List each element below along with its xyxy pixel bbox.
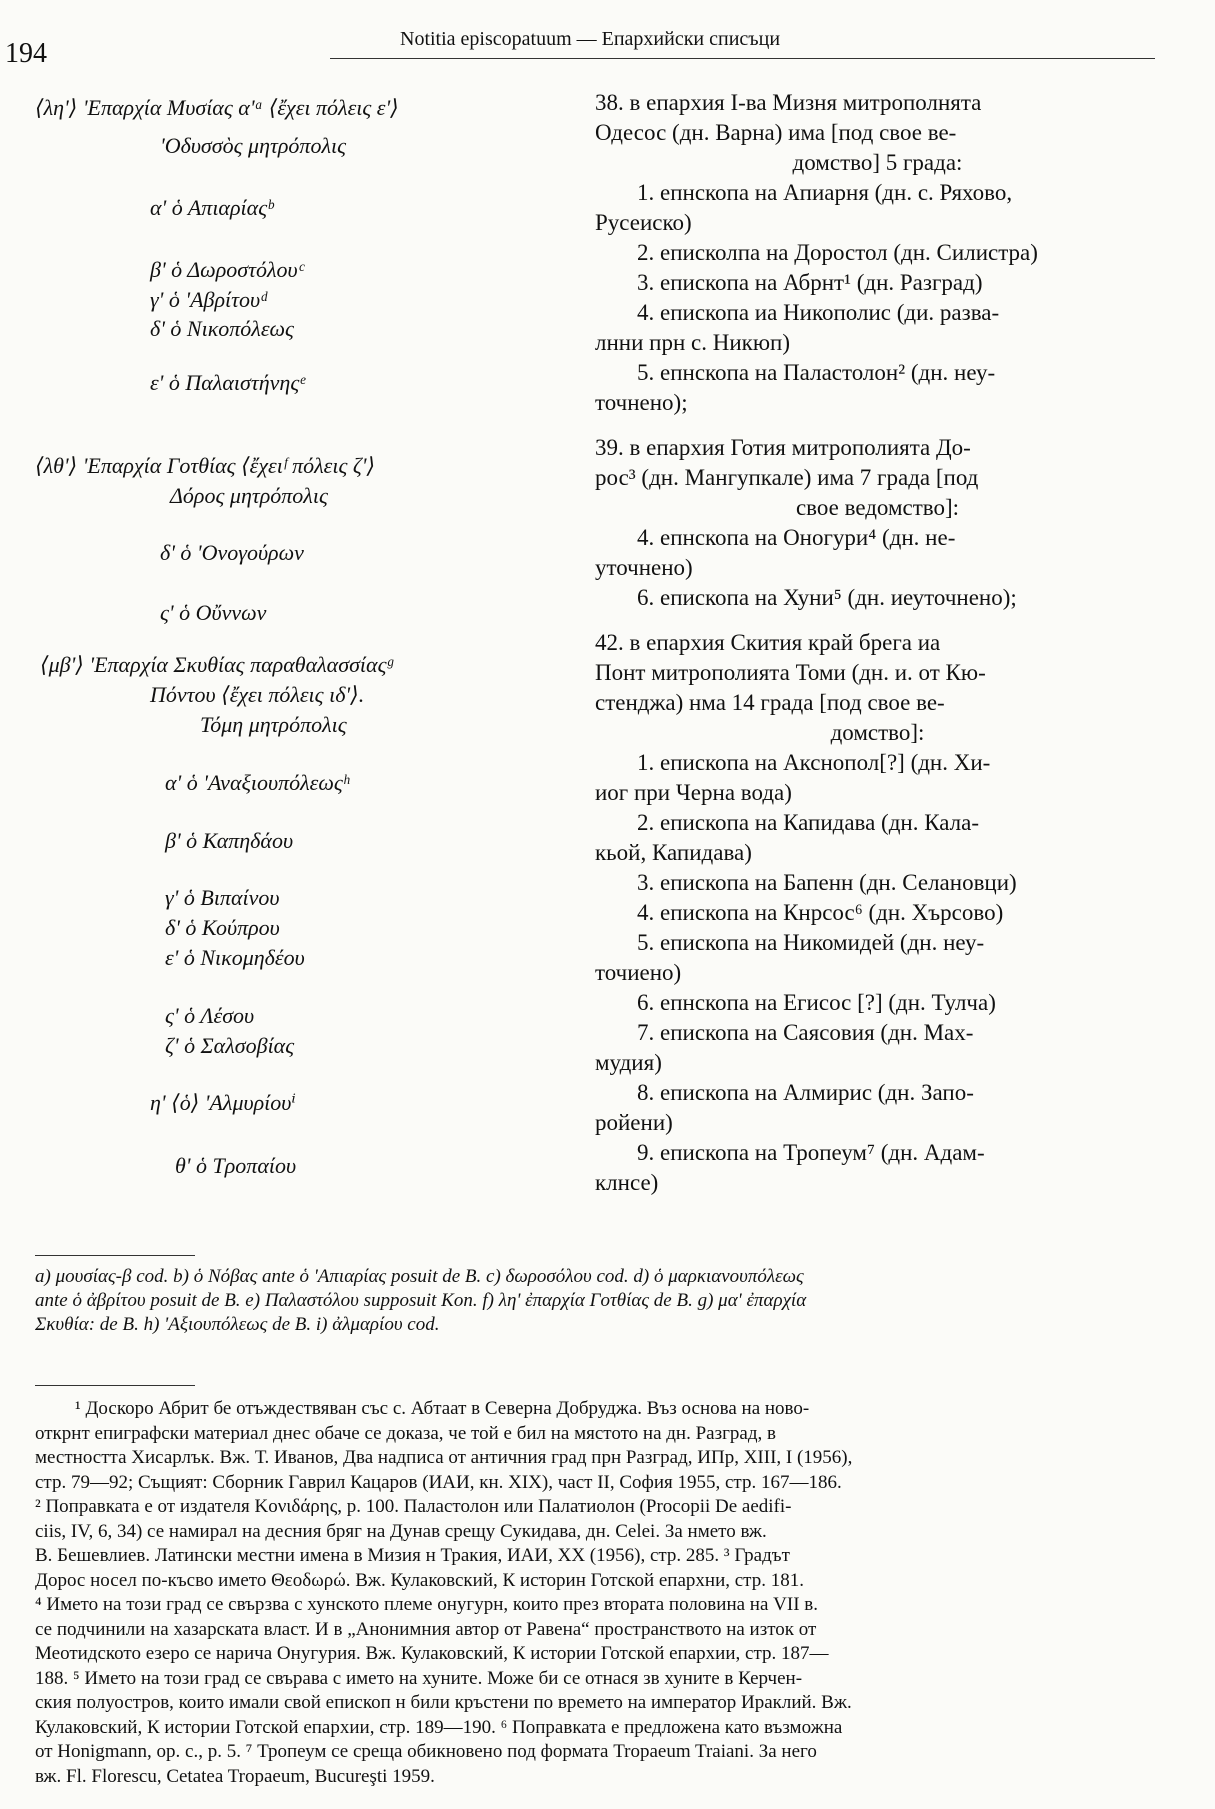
text-line: точиено) bbox=[595, 960, 682, 985]
page-number: 194 bbox=[5, 38, 47, 69]
greek-see-item: β' ὁ Καπηδάου bbox=[165, 828, 294, 853]
list-item: 6. епископа на Хуни⁵ (дн. иеуточнено); bbox=[637, 585, 1017, 610]
list-item: 8. епископа на Алмирис (дн. Запо- bbox=[637, 1080, 974, 1105]
text-line: лнни прн с. Никюп) bbox=[595, 330, 790, 355]
text-line: Одесос (дн. Варна) има [под свое ве- bbox=[595, 120, 957, 145]
greek-see-item: ς' ὁ Οὔννων bbox=[160, 600, 267, 625]
text-line: рос³ (дн. Мангупкале) има 7 града [под bbox=[595, 465, 979, 490]
footnote-line: Кулаковский, К истории Готской епархии, стр. 189—190. ⁶ Поправката е предложена като възможна bbox=[35, 1716, 843, 1738]
footnote-line: В. Бешевлиев. Латински местни имена в Мизия н Тракия, ИАИ, XX (1956), стр. 285. ³ Градът bbox=[35, 1545, 790, 1566]
text-line: 42. в епархия Скития край брега иа bbox=[595, 630, 941, 655]
text-line: домство]: bbox=[830, 720, 925, 745]
greek-eparchy-title-line2: Πόντου ⟨ἔχει πόλεις ιδ'⟩. bbox=[150, 682, 365, 707]
list-item: 5. епископа на Никомидей (дн. неу- bbox=[637, 930, 985, 955]
text-line: точнено); bbox=[595, 390, 688, 415]
footnote-line: открнт епиграфски материал днес обаче се доказа, че той е бил на мястото на дн. Разград, в bbox=[35, 1422, 776, 1444]
list-item: 4. епископа иа Никополис (ди. разва- bbox=[637, 300, 1000, 325]
greek-eparchy-title: ⟨μβ'⟩ 'Επαρχία Σκυθίας παραθαλασσίαςᵍ bbox=[40, 652, 393, 677]
greek-see-item: α' ὁ 'Αναξιουπόλεωςʰ bbox=[165, 770, 350, 795]
list-item: 7. епископа на Саясовия (дн. Мах- bbox=[637, 1020, 974, 1045]
greek-see-item: δ' ὁ 'Ονογούρων bbox=[160, 540, 304, 565]
footnote-line: ¹ Доскоро Абрит бе отъждествяван със с. Абтаат в Северна Добруджа. Въз основа на ново- bbox=[75, 1398, 810, 1419]
footnote-line: 188. ⁵ Името на този град се свърава с името на хуните. Може би се отнася зв хуните в Керчен- bbox=[35, 1667, 803, 1689]
footnote-line: вж. Fl. Florescu, Cetatea Tropaeum, Bucureşti 1959. bbox=[35, 1765, 435, 1787]
text-line: иог при Черна вода) bbox=[595, 780, 792, 805]
greek-eparchy-title: ⟨λη'⟩ 'Επαρχία Μυσίας α'ᵃ ⟨ἔχει πόλεις ε'⟩ bbox=[35, 95, 399, 120]
apparatus-rule bbox=[35, 1255, 195, 1256]
greek-see-item: α' ὁ Απιαρίαςᵇ bbox=[150, 195, 274, 220]
text-line: Понт митрополията Томи (дн. и. от Кю- bbox=[595, 660, 986, 685]
greek-see-item: ζ' ὁ Σαλσοβίας bbox=[165, 1033, 295, 1058]
list-item: 9. епископа на Тропеум⁷ (дн. Адам- bbox=[637, 1140, 985, 1165]
text-line: клнсе) bbox=[595, 1170, 659, 1195]
footnote-line: ския полуостров, които имали свой епископ н били кръстени по времето на император Ираклий. Вж. bbox=[35, 1692, 852, 1713]
text-line: кьой, Капидава) bbox=[595, 840, 752, 865]
bulgarian-entry-42 bbox=[595, 628, 1160, 1198]
running-title: Notitia episcopatuum — Епархийски списъци bbox=[400, 28, 781, 50]
text-line: уточнено) bbox=[595, 555, 693, 580]
footnote-rule bbox=[35, 1385, 195, 1386]
list-item: 1. епископа на Акснопол[?] (дн. Хи- bbox=[637, 750, 991, 775]
greek-metropolis: Τόμη μητρόπολις bbox=[200, 712, 347, 737]
text-line: мудия) bbox=[595, 1050, 662, 1075]
greek-see-item: ς' ὁ Λέσου bbox=[165, 1003, 255, 1028]
greek-see-item: β' ὁ Δωροστόλουᶜ bbox=[150, 257, 304, 282]
greek-see-item: η' ⟨ὁ⟩ 'Αλμυρίουⁱ bbox=[150, 1090, 296, 1115]
list-item: 2. еписколпа на Доростол (дн. Силистра) bbox=[637, 240, 1038, 265]
bulgarian-entry-38 bbox=[595, 88, 1160, 418]
list-item: 1. епнскопа на Апиарня (дн. с. Ряхово, bbox=[637, 180, 1013, 205]
list-item: 4. епнскопа на Оногури⁴ (дн. не- bbox=[637, 525, 956, 550]
footnote-line: стр. 79—92; Същият: Сборник Гаврил Кацаров (ИАИ, кн. XIX), част II, София 1955, стр. 167—186. bbox=[35, 1471, 842, 1493]
greek-see-item: ε' ὁ Νικομηδέου bbox=[165, 945, 305, 970]
header-rule bbox=[330, 58, 1155, 59]
footnote-line: местността Хисарлък. Вж. Т. Иванов, Два надписа от античния град прн Разград, ИПр, XIII, I (1956), bbox=[35, 1447, 853, 1468]
bulgarian-entry-39 bbox=[595, 433, 1160, 613]
greek-see-item: θ' ὁ Τροπαίου bbox=[175, 1153, 297, 1178]
apparatus-line: ante ὁ ἀβρίτου posuit de B. e) Παλαστόλου supposuit Kon. f) λη' ἐπαρχία Γοτθίας de B. g) μα' ἐπαρχία bbox=[35, 1290, 807, 1311]
greek-eparchy-title: ⟨λθ'⟩ 'Επαρχία Γοτθίας ⟨ἔχειᶠ πόλεις ζ'⟩ bbox=[35, 453, 376, 478]
list-item: 3. епископа на Абрнт¹ (дн. Разград) bbox=[637, 270, 983, 295]
greek-see-item: δ' ὁ Κούπρου bbox=[165, 915, 280, 940]
critical-apparatus bbox=[35, 1265, 1185, 1337]
text-line: 39. в епархия Готия митрополията До- bbox=[595, 435, 971, 460]
text-line: 38. в епархия I-ва Мизня митрополнята bbox=[595, 90, 982, 115]
footnote-line: ² Поправката е от издателя Κονιδάρης, p. 100. Паластолон или Палатиолон (Procopii De aedifi- bbox=[35, 1496, 792, 1517]
text-line: ройени) bbox=[595, 1110, 673, 1135]
text-line: свое ведомство]: bbox=[795, 495, 960, 520]
greek-see-item: γ' ὁ 'Αβρίτουᵈ bbox=[150, 287, 267, 312]
footnote-line: ciis, IV, 6, 34) се намирал на десния бряг на Дунав срещу Сукидава, дн. Celei. За нмето вж. bbox=[35, 1520, 767, 1542]
list-item: 3. епископа на Бапенн (дн. Селановци) bbox=[637, 870, 1017, 895]
page-header bbox=[0, 20, 1215, 69]
footnotes bbox=[35, 1397, 1185, 1789]
footnote-line: от Honigmann, op. c., p. 5. ⁷ Тропеум се среща обикновено под формата Tropaeum Traiani. За него bbox=[35, 1741, 817, 1762]
greek-see-item: ε' ὁ Παλαιστήνηςᵉ bbox=[150, 370, 306, 395]
footnote-line: Меотидското езеро се нарича Онугурия. Вж. Кулаковский, К истории Готской епархии, стр. 187— bbox=[35, 1643, 829, 1664]
greek-see-item: γ' ὁ Βιπαίνου bbox=[165, 885, 280, 910]
apparatus-line: Σκυθία: de B. h) 'Αξιουπόλεως de B. i) ἀλμαρίου cod. bbox=[35, 1314, 440, 1335]
footnote-line: ⁴ Името на този град се свързва с хунското племе онугурн, които през втората половина на VII в. bbox=[35, 1594, 818, 1615]
list-item: 2. епископа на Капидава (дн. Кала- bbox=[637, 810, 980, 835]
footnote-line: се подчинили на хазарската власт. И в „Анонимния автор от Равена“ пространството на изток от bbox=[35, 1618, 817, 1640]
greek-metropolis: Δόρος μητρόπολις bbox=[170, 483, 328, 508]
text-line: стенджа) нма 14 града [под свое ве- bbox=[595, 690, 945, 715]
text-line: домство] 5 града: bbox=[792, 150, 963, 175]
greek-see-item: δ' ὁ Νικοπόλεως bbox=[150, 316, 294, 341]
footnote-line: Дорос носел по-късво името Θεοδωρώ. Вж. Кулаковский, К историн Готской епархни, стр. 181. bbox=[35, 1569, 804, 1591]
list-item: 4. епископа на Кнрсос⁶ (дн. Хърсово) bbox=[637, 900, 1004, 925]
list-item: 5. епнскопа на Паластолон² (дн. неу- bbox=[637, 360, 996, 385]
greek-metropolis: 'Οδυσσὸς μητρόπολις bbox=[160, 133, 347, 158]
list-item: 6. епнскопа на Егисос [?] (дн. Тулча) bbox=[637, 990, 996, 1015]
apparatus-line: a) μουσίας-β cod. b) ὁ Νόβας ante ὁ 'Απιαρίας posuit de B. c) δωροσόλου cod. d) ὁ μαρκιανουπόλεως bbox=[35, 1266, 804, 1287]
text-line: Русеиско) bbox=[595, 210, 692, 235]
